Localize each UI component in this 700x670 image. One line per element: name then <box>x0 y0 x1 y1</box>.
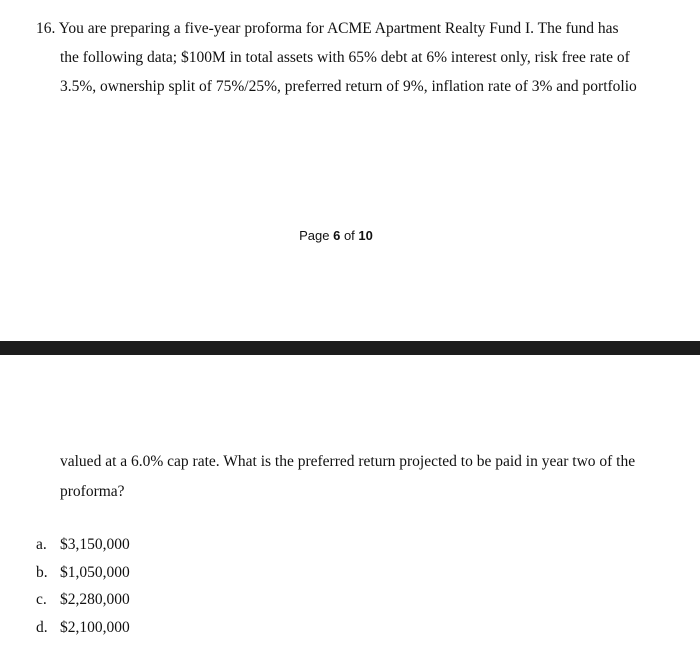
question-line: valued at a 6.0% cap rate. What is the preferred return projected to be paid in year two of the <box>60 453 636 470</box>
question-line: 3.5%, ownership split of 75%/25%, preferred return of 9%, inflation rate of 3% and portfolio <box>60 78 637 95</box>
question-line: proforma? <box>60 483 125 500</box>
page-break-divider <box>0 341 700 355</box>
question-continued-text <box>60 447 680 507</box>
answer-option-c[interactable]: c. $2,280,000 <box>36 591 130 608</box>
answer-option-b[interactable]: b. $1,050,000 <box>36 563 130 581</box>
question-line: 16. You are preparing a five-year proforma for ACME Apartment Realty Fund I. The fund has <box>36 20 619 37</box>
page-number: Page 6 of 10 <box>299 228 373 243</box>
question-line: the following data; $100M in total assets with 65% debt at 6% interest only, risk free rate of <box>60 49 630 66</box>
question-text <box>36 14 676 101</box>
answer-option-a[interactable]: a. $3,150,000 <box>36 536 130 553</box>
answer-options <box>36 531 130 641</box>
answer-option-d[interactable]: d. $2,100,000 <box>36 618 130 636</box>
question-number: 16. <box>36 20 56 37</box>
